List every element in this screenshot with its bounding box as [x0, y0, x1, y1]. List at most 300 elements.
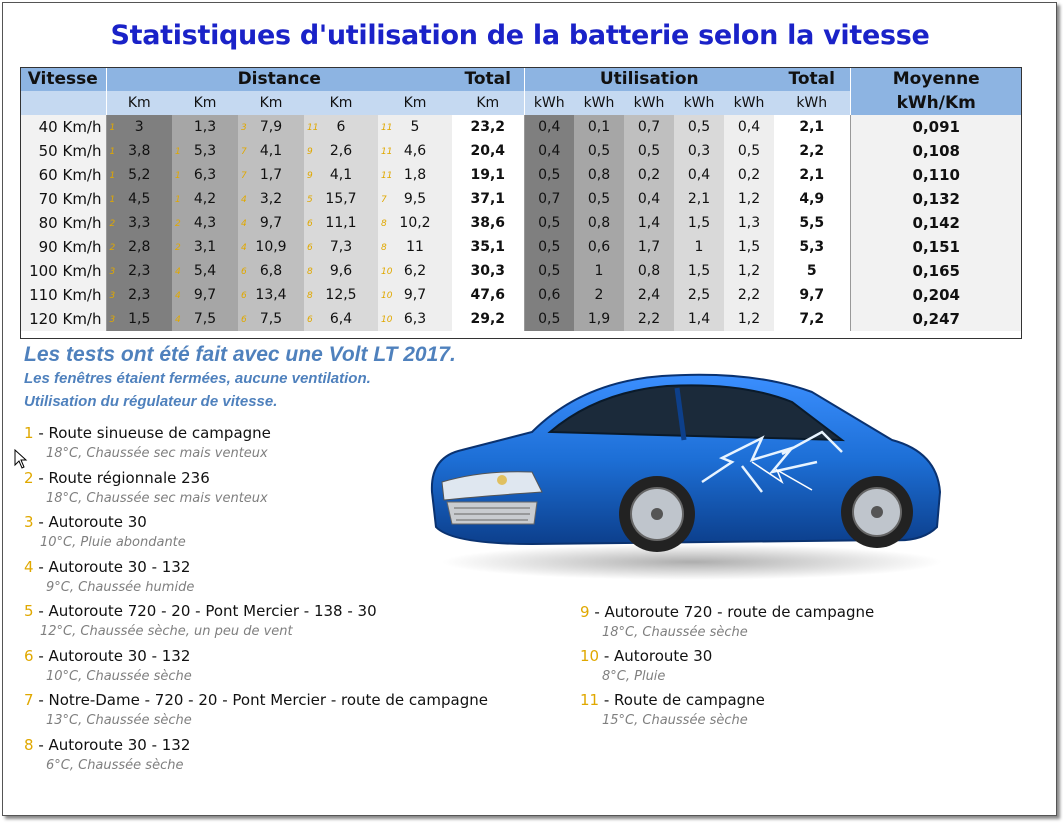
distance-cell	[106, 307, 172, 331]
distance-value: 3,2	[259, 191, 283, 207]
utilisation-value: 0,5	[524, 235, 574, 259]
route-index: 3	[109, 291, 116, 301]
utilisation-value: 0,4	[524, 115, 574, 139]
subheader-km: Km	[238, 91, 304, 115]
utilisation-value: 1,2	[724, 187, 774, 211]
subheader-km: Km	[106, 91, 172, 115]
route-index: 3	[109, 315, 116, 325]
distance-cell	[304, 235, 378, 259]
route-index: 1	[175, 171, 181, 181]
distance-cell	[378, 187, 452, 211]
distance-cell	[378, 163, 452, 187]
distance-cell	[172, 211, 238, 235]
utilisation-value: 1,4	[674, 307, 724, 331]
route-label	[580, 691, 765, 709]
utilisation-value: 0,7	[524, 187, 574, 211]
distance-value: 7,5	[193, 311, 217, 327]
route-label	[24, 558, 194, 576]
utilisation-value: 0,5	[574, 187, 624, 211]
distance-value: 2,3	[128, 263, 151, 279]
subheader-km: Km	[304, 91, 378, 115]
utilisation-value: 1,9	[574, 307, 624, 331]
distance-cell	[238, 187, 304, 211]
distance-value: 10,9	[255, 239, 287, 255]
utilisation-value: 0,5	[524, 307, 574, 331]
route-item	[24, 736, 190, 773]
route-item	[580, 603, 874, 640]
table-row	[20, 235, 1022, 259]
utilisation-value: 1,3	[724, 211, 774, 235]
table-row	[20, 163, 1022, 187]
utilisation-value: 0,5	[524, 163, 574, 187]
distance-cell	[378, 307, 452, 331]
route-index: 11	[307, 123, 319, 133]
route-name: - Autoroute 30 - 132	[33, 736, 191, 754]
distance-cell	[238, 163, 304, 187]
route-index: 8	[381, 243, 387, 253]
utilisation-value: 0,1	[574, 115, 624, 139]
route-number: 10	[580, 647, 600, 665]
route-index: 8	[307, 291, 313, 301]
distance-value: 5,2	[128, 167, 151, 183]
utilisation-value: 2,1	[674, 187, 724, 211]
distance-cell	[378, 115, 452, 139]
header-distance: Distance	[106, 67, 452, 91]
utilisation-value: 1,5	[674, 211, 724, 235]
route-label	[580, 647, 712, 665]
utilisation-value: 0,6	[574, 235, 624, 259]
utilisation-total: 4,9	[774, 187, 850, 211]
route-name: - Autoroute 720 - 20 - Pont Mercier - 138 - 30	[33, 602, 377, 620]
table-row	[20, 211, 1022, 235]
route-label	[24, 736, 190, 754]
distance-value: 6,3	[193, 167, 217, 183]
distance-value: 6,4	[329, 311, 353, 327]
subheader-km-total: Km	[452, 91, 524, 115]
distance-value: 1,7	[259, 167, 283, 183]
distance-value: 9,6	[329, 263, 353, 279]
utilisation-value: 0,4	[524, 139, 574, 163]
distance-value: 3,8	[128, 143, 151, 159]
route-name: - Autoroute 30	[599, 647, 713, 665]
distance-value: 4,5	[128, 191, 151, 207]
distance-cell	[304, 307, 378, 331]
route-number: 11	[580, 691, 600, 709]
distance-cell	[238, 307, 304, 331]
utilisation-value: 0,5	[624, 139, 674, 163]
route-item	[24, 602, 377, 639]
speed-cell: 60 Km/h	[20, 163, 106, 187]
distance-value: 4,2	[193, 191, 217, 207]
distance-cell	[378, 235, 452, 259]
route-conditions: 8°C, Pluie	[602, 669, 666, 684]
distance-cell	[106, 187, 172, 211]
utilisation-value: 2	[574, 283, 624, 307]
subheader-kwh: kWh	[524, 91, 574, 115]
utilisation-value: 0,6	[524, 283, 574, 307]
route-label	[24, 602, 377, 620]
route-number: 9	[580, 603, 590, 621]
test-notes	[24, 343, 456, 410]
distance-cell	[304, 139, 378, 163]
distance-value: 3,3	[128, 215, 151, 231]
distance-value: 7,5	[259, 311, 283, 327]
subheader-kwh: kWh	[674, 91, 724, 115]
header-moyenne: Moyenne	[850, 67, 1022, 91]
route-index: 7	[241, 147, 247, 157]
utilisation-value: 1,4	[624, 211, 674, 235]
average-kwh-km: 0,142	[850, 211, 1022, 235]
distance-value: 2,6	[329, 143, 353, 159]
route-index: 1	[109, 147, 116, 157]
distance-value: 9,7	[259, 215, 283, 231]
route-index: 9	[307, 171, 313, 181]
route-name: - Notre-Dame - 720 - 20 - Pont Mercier - route de campagne	[33, 691, 488, 709]
utilisation-value: 0,8	[624, 259, 674, 283]
distance-cell	[304, 115, 378, 139]
utilisation-value: 2,4	[624, 283, 674, 307]
header-distance-total: Total	[452, 67, 524, 91]
route-index: 4	[241, 243, 247, 253]
subheader-kwh-km: kWh/Km	[850, 91, 1022, 115]
distance-cell	[378, 211, 452, 235]
distance-cell	[378, 139, 452, 163]
utilisation-value: 0,5	[524, 259, 574, 283]
distance-cell	[238, 283, 304, 307]
distance-value: 3	[134, 119, 144, 135]
utilisation-value: 2,5	[674, 283, 724, 307]
average-kwh-km: 0,091	[850, 115, 1022, 139]
route-label	[24, 647, 192, 665]
route-item	[580, 647, 712, 684]
route-name: - Route de campagne	[599, 691, 765, 709]
speed-cell: 40 Km/h	[20, 115, 106, 139]
distance-value: 2,3	[128, 287, 151, 303]
distance-value: 6,3	[403, 311, 427, 327]
distance-cell	[172, 115, 238, 139]
distance-total: 37,1	[452, 187, 524, 211]
header-utilisation-total: Total	[774, 67, 850, 91]
route-name: - Autoroute 30 - 132	[33, 647, 191, 665]
utilisation-value: 1,2	[724, 307, 774, 331]
average-kwh-km: 0,204	[850, 283, 1022, 307]
distance-value: 11	[406, 239, 424, 255]
route-conditions: 13°C, Chaussée sèche	[46, 713, 192, 728]
route-index: 1	[175, 147, 181, 157]
route-conditions: 9°C, Chaussée humide	[46, 580, 195, 595]
route-conditions: 12°C, Chaussée sèche, un peu de vent	[40, 624, 293, 639]
distance-cell	[106, 235, 172, 259]
header-vitesse: Vitesse	[20, 67, 106, 91]
speed-cell: 50 Km/h	[20, 139, 106, 163]
route-name: - Autoroute 720 - route de campagne	[589, 603, 875, 621]
distance-cell	[172, 187, 238, 211]
route-item	[24, 513, 186, 550]
distance-cell	[238, 211, 304, 235]
distance-cell	[106, 283, 172, 307]
speed-cell: 120 Km/h	[20, 307, 106, 331]
distance-value: 5	[410, 119, 420, 135]
route-number: 5	[24, 602, 34, 620]
utilisation-value: 0,8	[574, 163, 624, 187]
distance-cell	[172, 259, 238, 283]
average-kwh-km: 0,132	[850, 187, 1022, 211]
distance-value: 13,4	[255, 287, 287, 303]
average-kwh-km: 0,247	[850, 307, 1022, 331]
utilisation-value: 0,5	[674, 115, 724, 139]
route-label	[24, 513, 186, 531]
route-index: 5	[307, 195, 313, 205]
page-title: Statistiques d'utilisation de la batterie selon la vitesse	[110, 20, 930, 51]
subheader-kwh-total: kWh	[774, 91, 850, 115]
utilisation-value: 0,8	[574, 211, 624, 235]
route-conditions: 18°C, Chaussée sec mais venteux	[46, 491, 268, 506]
utilisation-value: 1,5	[674, 259, 724, 283]
utilisation-value: 0,7	[624, 115, 674, 139]
stats-table	[20, 67, 1022, 331]
distance-cell	[172, 163, 238, 187]
route-index: 4	[241, 195, 247, 205]
route-conditions: 10°C, Chaussée sèche	[46, 669, 192, 684]
table-row	[20, 187, 1022, 211]
utilisation-value: 0,5	[574, 139, 624, 163]
subheader-kwh: kWh	[724, 91, 774, 115]
route-label	[24, 691, 488, 709]
utilisation-value: 0,4	[724, 115, 774, 139]
route-index: 1	[175, 195, 181, 205]
average-kwh-km: 0,108	[850, 139, 1022, 163]
route-index: 11	[381, 171, 393, 181]
distance-value: 1,3	[193, 119, 217, 135]
subheader-km: Km	[378, 91, 452, 115]
route-index: 2	[175, 243, 181, 253]
distance-value: 6,2	[403, 263, 427, 279]
utilisation-value: 1,7	[624, 235, 674, 259]
table-row	[20, 139, 1022, 163]
utilisation-value: 0,2	[724, 163, 774, 187]
mouse-cursor-icon	[14, 449, 28, 469]
utilisation-total: 2,1	[774, 115, 850, 139]
distance-total: 20,4	[452, 139, 524, 163]
utilisation-value: 2,2	[724, 283, 774, 307]
note-vehicle: Les tests ont été fait avec une Volt LT 2017.	[24, 343, 456, 366]
distance-value: 5,3	[193, 143, 217, 159]
utilisation-value: 1,2	[724, 259, 774, 283]
note-windows: Les fenêtres étaient fermées, aucune ventilation.	[24, 370, 371, 387]
route-name: - Autoroute 30 - 132	[33, 558, 191, 576]
speed-cell: 70 Km/h	[20, 187, 106, 211]
route-index: 4	[175, 267, 181, 277]
distance-total: 30,3	[452, 259, 524, 283]
route-number: 4	[24, 558, 34, 576]
header-utilisation: Utilisation	[524, 67, 774, 91]
utilisation-value: 0,3	[674, 139, 724, 163]
speed-cell: 100 Km/h	[20, 259, 106, 283]
subheader-kwh: kWh	[624, 91, 674, 115]
route-number: 6	[24, 647, 34, 665]
distance-value: 4,1	[259, 143, 283, 159]
route-index: 6	[241, 267, 247, 277]
utilisation-value: 2,2	[624, 307, 674, 331]
subheader-row	[20, 91, 1022, 115]
utilisation-total: 2,2	[774, 139, 850, 163]
route-label	[24, 469, 268, 487]
distance-cell	[238, 259, 304, 283]
subheader-km: Km	[172, 91, 238, 115]
route-number: 1	[24, 424, 34, 442]
distance-cell	[304, 283, 378, 307]
distance-value: 6	[336, 119, 346, 135]
utilisation-value: 1	[674, 235, 724, 259]
route-number: 8	[24, 736, 34, 754]
route-index: 2	[109, 219, 116, 229]
distance-value: 15,7	[325, 191, 357, 207]
distance-cell	[106, 139, 172, 163]
distance-value: 11,1	[325, 215, 357, 231]
route-index: 11	[381, 147, 393, 157]
route-index: 11	[381, 123, 393, 133]
route-index: 4	[241, 219, 247, 229]
speed-cell: 80 Km/h	[20, 211, 106, 235]
route-index: 2	[175, 219, 181, 229]
subheader-kwh: kWh	[574, 91, 624, 115]
route-index: 6	[307, 243, 313, 253]
distance-value: 1,5	[128, 311, 151, 327]
route-index: 6	[241, 291, 247, 301]
distance-cell	[238, 235, 304, 259]
route-index: 9	[307, 147, 313, 157]
distance-cell	[172, 235, 238, 259]
distance-cell	[106, 115, 172, 139]
route-index: 7	[241, 171, 247, 181]
route-item	[24, 691, 488, 728]
table-row	[20, 283, 1022, 307]
utilisation-total: 7,2	[774, 307, 850, 331]
route-index: 6	[307, 219, 313, 229]
route-conditions: 6°C, Chaussée sèche	[46, 758, 184, 773]
route-index: 3	[109, 267, 116, 277]
route-index: 10	[381, 267, 393, 277]
route-index: 7	[381, 195, 387, 205]
distance-value: 4,1	[329, 167, 353, 183]
route-index: 1	[109, 195, 116, 205]
route-label	[580, 603, 874, 621]
distance-value: 10,2	[399, 215, 431, 231]
distance-cell	[304, 187, 378, 211]
speed-cell: 110 Km/h	[20, 283, 106, 307]
route-label	[24, 424, 271, 442]
distance-value: 9,7	[193, 287, 217, 303]
route-number: 7	[24, 691, 34, 709]
route-index: 2	[109, 243, 116, 253]
distance-value: 12,5	[325, 287, 357, 303]
distance-value: 1,8	[403, 167, 427, 183]
header-row	[20, 67, 1022, 91]
route-index: 8	[381, 219, 387, 229]
table-row	[20, 307, 1022, 331]
speed-cell: 90 Km/h	[20, 235, 106, 259]
route-index: 1	[109, 123, 116, 133]
route-conditions: 10°C, Pluie abondante	[40, 535, 186, 550]
distance-cell	[106, 163, 172, 187]
utilisation-value: 0,2	[624, 163, 674, 187]
route-item	[580, 691, 765, 728]
distance-value: 2,8	[128, 239, 151, 255]
route-name: - Route sinueuse de campagne	[33, 424, 271, 442]
route-index: 10	[381, 291, 393, 301]
distance-total: 47,6	[452, 283, 524, 307]
route-index: 6	[307, 315, 313, 325]
distance-total: 29,2	[452, 307, 524, 331]
distance-cell	[172, 307, 238, 331]
distance-value: 3,1	[193, 239, 217, 255]
distance-cell	[106, 211, 172, 235]
utilisation-value: 0,4	[674, 163, 724, 187]
distance-value: 9,7	[403, 287, 427, 303]
route-index: 1	[109, 171, 116, 181]
distance-cell	[238, 139, 304, 163]
utilisation-total: 2,1	[774, 163, 850, 187]
distance-cell	[238, 115, 304, 139]
route-conditions: 18°C, Chaussée sec mais venteux	[46, 446, 268, 461]
route-conditions: 15°C, Chaussée sèche	[602, 713, 748, 728]
distance-value: 4,6	[403, 143, 427, 159]
distance-cell	[172, 139, 238, 163]
utilisation-value: 0,4	[624, 187, 674, 211]
table-row	[20, 115, 1022, 139]
distance-cell	[304, 211, 378, 235]
route-index: 4	[175, 315, 181, 325]
utilisation-total: 5	[774, 259, 850, 283]
distance-total: 35,1	[452, 235, 524, 259]
distance-total: 19,1	[452, 163, 524, 187]
route-number: 3	[24, 513, 34, 531]
utilisation-value: 0,5	[724, 139, 774, 163]
route-index: 6	[241, 315, 247, 325]
distance-cell	[304, 163, 378, 187]
average-kwh-km: 0,110	[850, 163, 1022, 187]
note-cruise: Utilisation du régulateur de vitesse.	[24, 393, 278, 410]
distance-value: 4,3	[193, 215, 217, 231]
utilisation-total: 9,7	[774, 283, 850, 307]
route-number: 2	[24, 469, 34, 487]
distance-value: 7,3	[329, 239, 353, 255]
utilisation-value: 0,5	[524, 211, 574, 235]
distance-value: 6,8	[259, 263, 283, 279]
distance-value: 9,5	[403, 191, 427, 207]
route-index: 8	[307, 267, 313, 277]
distance-cell	[172, 283, 238, 307]
route-index: 4	[175, 291, 181, 301]
distance-total: 38,6	[452, 211, 524, 235]
route-name: - Autoroute 30	[33, 513, 147, 531]
distance-total: 23,2	[452, 115, 524, 139]
route-item	[24, 424, 271, 461]
route-index: 10	[381, 315, 393, 325]
distance-cell	[378, 259, 452, 283]
distance-cell	[378, 283, 452, 307]
utilisation-total: 5,5	[774, 211, 850, 235]
average-kwh-km: 0,165	[850, 259, 1022, 283]
utilisation-value: 1	[574, 259, 624, 283]
distance-value: 7,9	[259, 119, 283, 135]
table-row	[20, 259, 1022, 283]
utilisation-value: 1,5	[724, 235, 774, 259]
route-item	[24, 558, 194, 595]
route-name: - Route régionnale 236	[33, 469, 210, 487]
route-item	[24, 647, 192, 684]
utilisation-total: 5,3	[774, 235, 850, 259]
